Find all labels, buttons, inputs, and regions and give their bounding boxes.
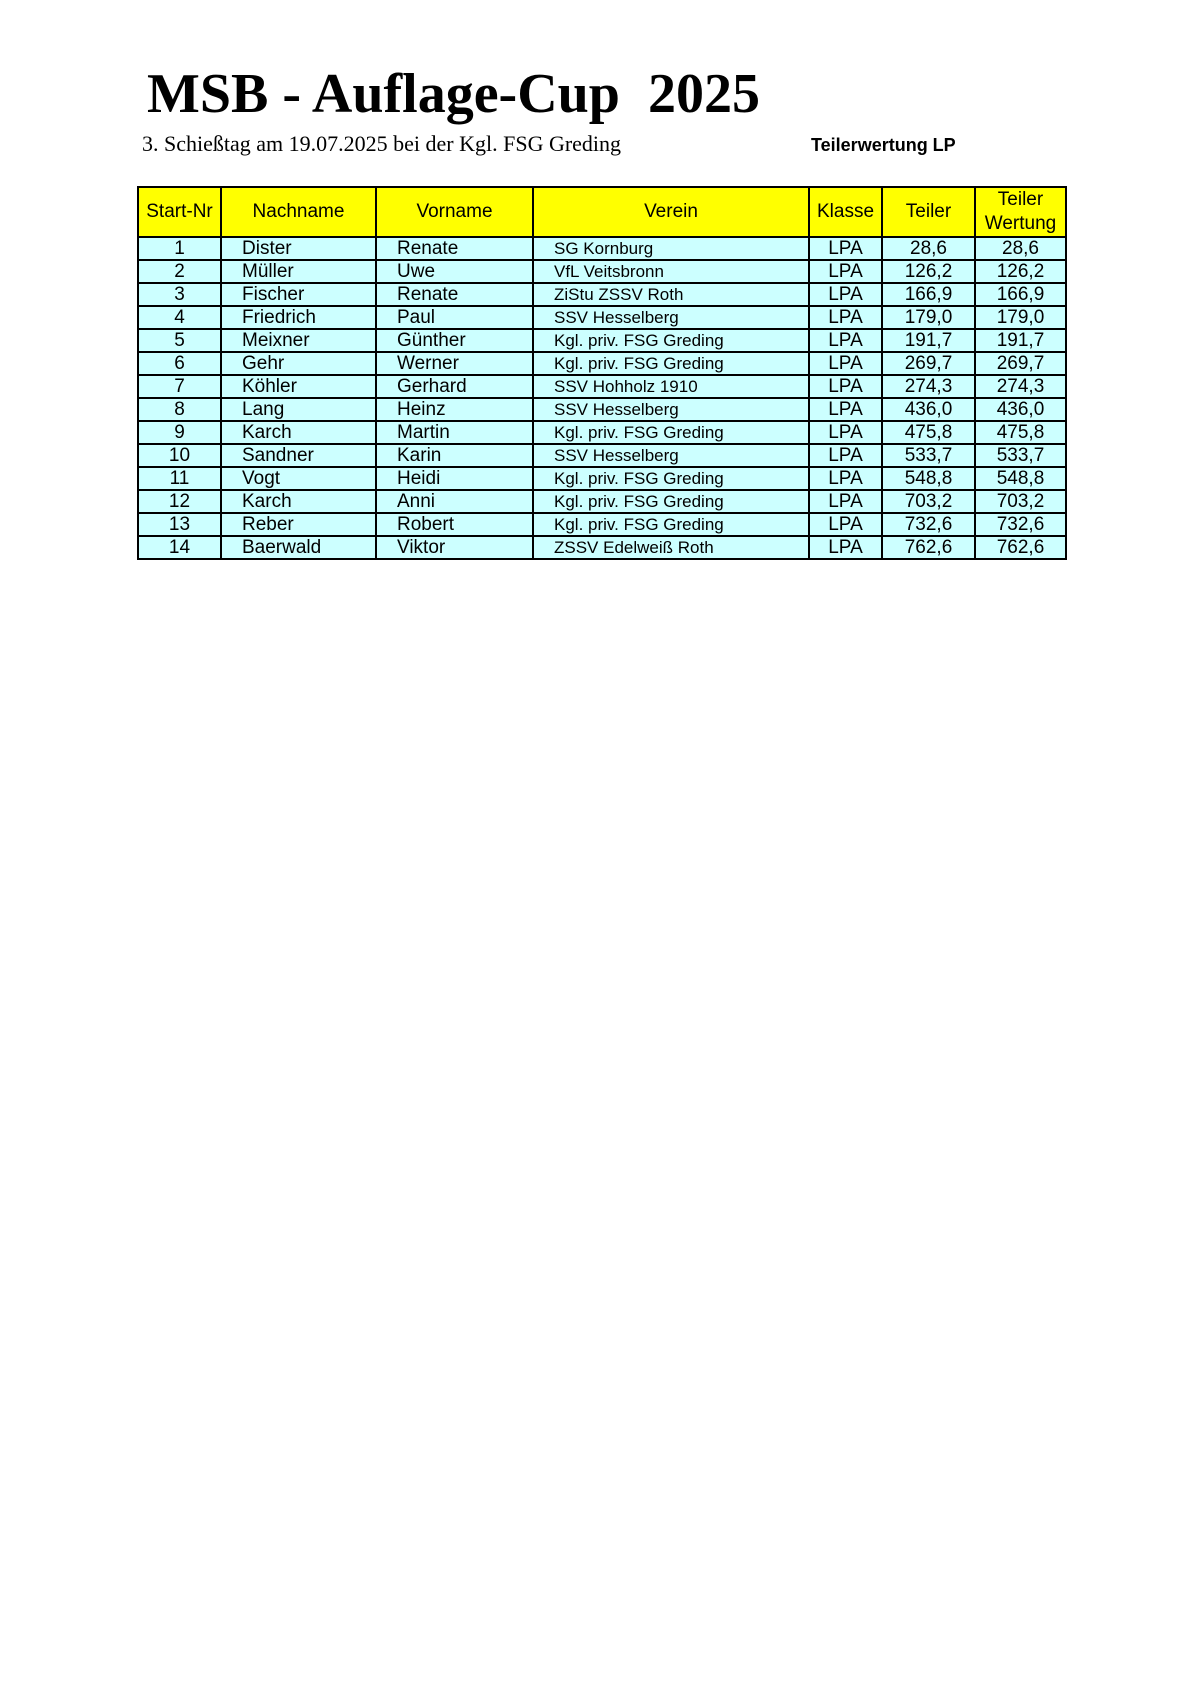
cell-klasse: LPA [809, 467, 882, 490]
column-header-vorname: Vorname [376, 187, 533, 237]
cell-start-nr: 2 [138, 260, 221, 283]
cell-teiler: 732,6 [882, 513, 975, 536]
cell-teiler: 703,2 [882, 490, 975, 513]
cell-vorname: Renate [376, 283, 533, 306]
cell-vorname: Uwe [376, 260, 533, 283]
cell-verein: Kgl. priv. FSG Greding [533, 421, 809, 444]
table-row [138, 329, 1066, 352]
event-subtitle: 3. Schießtag am 19.07.2025 bei der Kgl. FSG Greding [142, 131, 622, 156]
cell-teiler-wertung: 475,8 [975, 421, 1066, 444]
cell-start-nr: 11 [138, 467, 221, 490]
cell-nachname: Vogt [221, 467, 376, 490]
table-row [138, 444, 1066, 467]
cell-klasse: LPA [809, 375, 882, 398]
table-row [138, 536, 1066, 559]
cell-nachname: Lang [221, 398, 376, 421]
table-row [138, 306, 1066, 329]
cell-klasse: LPA [809, 513, 882, 536]
cell-vorname: Werner [376, 352, 533, 375]
cell-teiler-wertung: 28,6 [975, 237, 1066, 260]
cell-verein: SSV Hesselberg [533, 398, 809, 421]
cell-vorname: Paul [376, 306, 533, 329]
cell-teiler: 548,8 [882, 467, 975, 490]
cell-start-nr: 12 [138, 490, 221, 513]
cell-teiler: 28,6 [882, 237, 975, 260]
cell-teiler-wertung: 166,9 [975, 283, 1066, 306]
cell-start-nr: 5 [138, 329, 221, 352]
cell-vorname: Karin [376, 444, 533, 467]
cell-nachname: Karch [221, 421, 376, 444]
table-header-row [138, 187, 1066, 237]
table-row [138, 398, 1066, 421]
cell-teiler-wertung: 703,2 [975, 490, 1066, 513]
column-header-start-nr: Start-Nr [138, 187, 221, 237]
cell-vorname: Martin [376, 421, 533, 444]
cell-start-nr: 10 [138, 444, 221, 467]
cell-teiler: 274,3 [882, 375, 975, 398]
cell-klasse: LPA [809, 352, 882, 375]
cell-teiler: 126,2 [882, 260, 975, 283]
cell-start-nr: 6 [138, 352, 221, 375]
cell-verein: Kgl. priv. FSG Greding [533, 467, 809, 490]
cell-teiler: 179,0 [882, 306, 975, 329]
table-row [138, 375, 1066, 398]
cell-nachname: Sandner [221, 444, 376, 467]
results-table [137, 186, 1067, 560]
column-header-teiler-wertung: Teiler Wertung [975, 187, 1066, 237]
cell-vorname: Robert [376, 513, 533, 536]
cell-verein: SSV Hesselberg [533, 306, 809, 329]
table-row [138, 513, 1066, 536]
cell-teiler-wertung: 126,2 [975, 260, 1066, 283]
cell-klasse: LPA [809, 444, 882, 467]
cell-nachname: Meixner [221, 329, 376, 352]
cell-teiler: 533,7 [882, 444, 975, 467]
table-row [138, 237, 1066, 260]
cell-klasse: LPA [809, 260, 882, 283]
cell-start-nr: 4 [138, 306, 221, 329]
cell-vorname: Heidi [376, 467, 533, 490]
cell-verein: Kgl. priv. FSG Greding [533, 329, 809, 352]
cell-klasse: LPA [809, 536, 882, 559]
cell-klasse: LPA [809, 421, 882, 444]
column-header-teiler: Teiler [882, 187, 975, 237]
cell-klasse: LPA [809, 398, 882, 421]
cell-verein: ZSSV Edelweiß Roth [533, 536, 809, 559]
cell-nachname: Reber [221, 513, 376, 536]
cell-teiler-wertung: 548,8 [975, 467, 1066, 490]
cell-start-nr: 7 [138, 375, 221, 398]
cell-start-nr: 1 [138, 237, 221, 260]
cell-teiler: 475,8 [882, 421, 975, 444]
table-body [138, 237, 1066, 559]
cell-nachname: Karch [221, 490, 376, 513]
cell-vorname: Gerhard [376, 375, 533, 398]
cell-vorname: Anni [376, 490, 533, 513]
cell-verein: VfL Veitsbronn [533, 260, 809, 283]
cell-klasse: LPA [809, 329, 882, 352]
cell-teiler-wertung: 762,6 [975, 536, 1066, 559]
cell-verein: Kgl. priv. FSG Greding [533, 352, 809, 375]
table-row [138, 260, 1066, 283]
cell-teiler: 436,0 [882, 398, 975, 421]
cell-teiler: 166,9 [882, 283, 975, 306]
cell-nachname: Gehr [221, 352, 376, 375]
table-row [138, 283, 1066, 306]
cell-teiler-wertung: 179,0 [975, 306, 1066, 329]
column-header-klasse: Klasse [809, 187, 882, 237]
cell-start-nr: 9 [138, 421, 221, 444]
cell-verein: Kgl. priv. FSG Greding [533, 513, 809, 536]
cell-verein: SSV Hohholz 1910 [533, 375, 809, 398]
cell-vorname: Heinz [376, 398, 533, 421]
table-row [138, 467, 1066, 490]
column-header-nachname: Nachname [221, 187, 376, 237]
cell-nachname: Müller [221, 260, 376, 283]
cell-vorname: Renate [376, 237, 533, 260]
cell-start-nr: 3 [138, 283, 221, 306]
cell-teiler: 269,7 [882, 352, 975, 375]
cell-teiler: 191,7 [882, 329, 975, 352]
cell-teiler-wertung: 732,6 [975, 513, 1066, 536]
cell-klasse: LPA [809, 283, 882, 306]
page-title: MSB - Auflage-Cup 2025 [147, 63, 760, 125]
cell-start-nr: 14 [138, 536, 221, 559]
table-row [138, 352, 1066, 375]
cell-nachname: Fischer [221, 283, 376, 306]
cell-teiler-wertung: 274,3 [975, 375, 1066, 398]
column-header-verein: Verein [533, 187, 809, 237]
cell-start-nr: 8 [138, 398, 221, 421]
cell-verein: ZiStu ZSSV Roth [533, 283, 809, 306]
cell-klasse: LPA [809, 306, 882, 329]
cell-vorname: Günther [376, 329, 533, 352]
cell-teiler-wertung: 436,0 [975, 398, 1066, 421]
table-row [138, 421, 1066, 444]
cell-teiler-wertung: 533,7 [975, 444, 1066, 467]
cell-vorname: Viktor [376, 536, 533, 559]
cell-klasse: LPA [809, 237, 882, 260]
cell-teiler-wertung: 191,7 [975, 329, 1066, 352]
cell-teiler-wertung: 269,7 [975, 352, 1066, 375]
evaluation-label: Teilerwertung LP [811, 135, 956, 155]
cell-nachname: Baerwald [221, 536, 376, 559]
cell-verein: Kgl. priv. FSG Greding [533, 490, 809, 513]
cell-nachname: Friedrich [221, 306, 376, 329]
table-row [138, 490, 1066, 513]
cell-klasse: LPA [809, 490, 882, 513]
cell-nachname: Dister [221, 237, 376, 260]
cell-verein: SG Kornburg [533, 237, 809, 260]
cell-verein: SSV Hesselberg [533, 444, 809, 467]
cell-nachname: Köhler [221, 375, 376, 398]
cell-start-nr: 13 [138, 513, 221, 536]
cell-teiler: 762,6 [882, 536, 975, 559]
